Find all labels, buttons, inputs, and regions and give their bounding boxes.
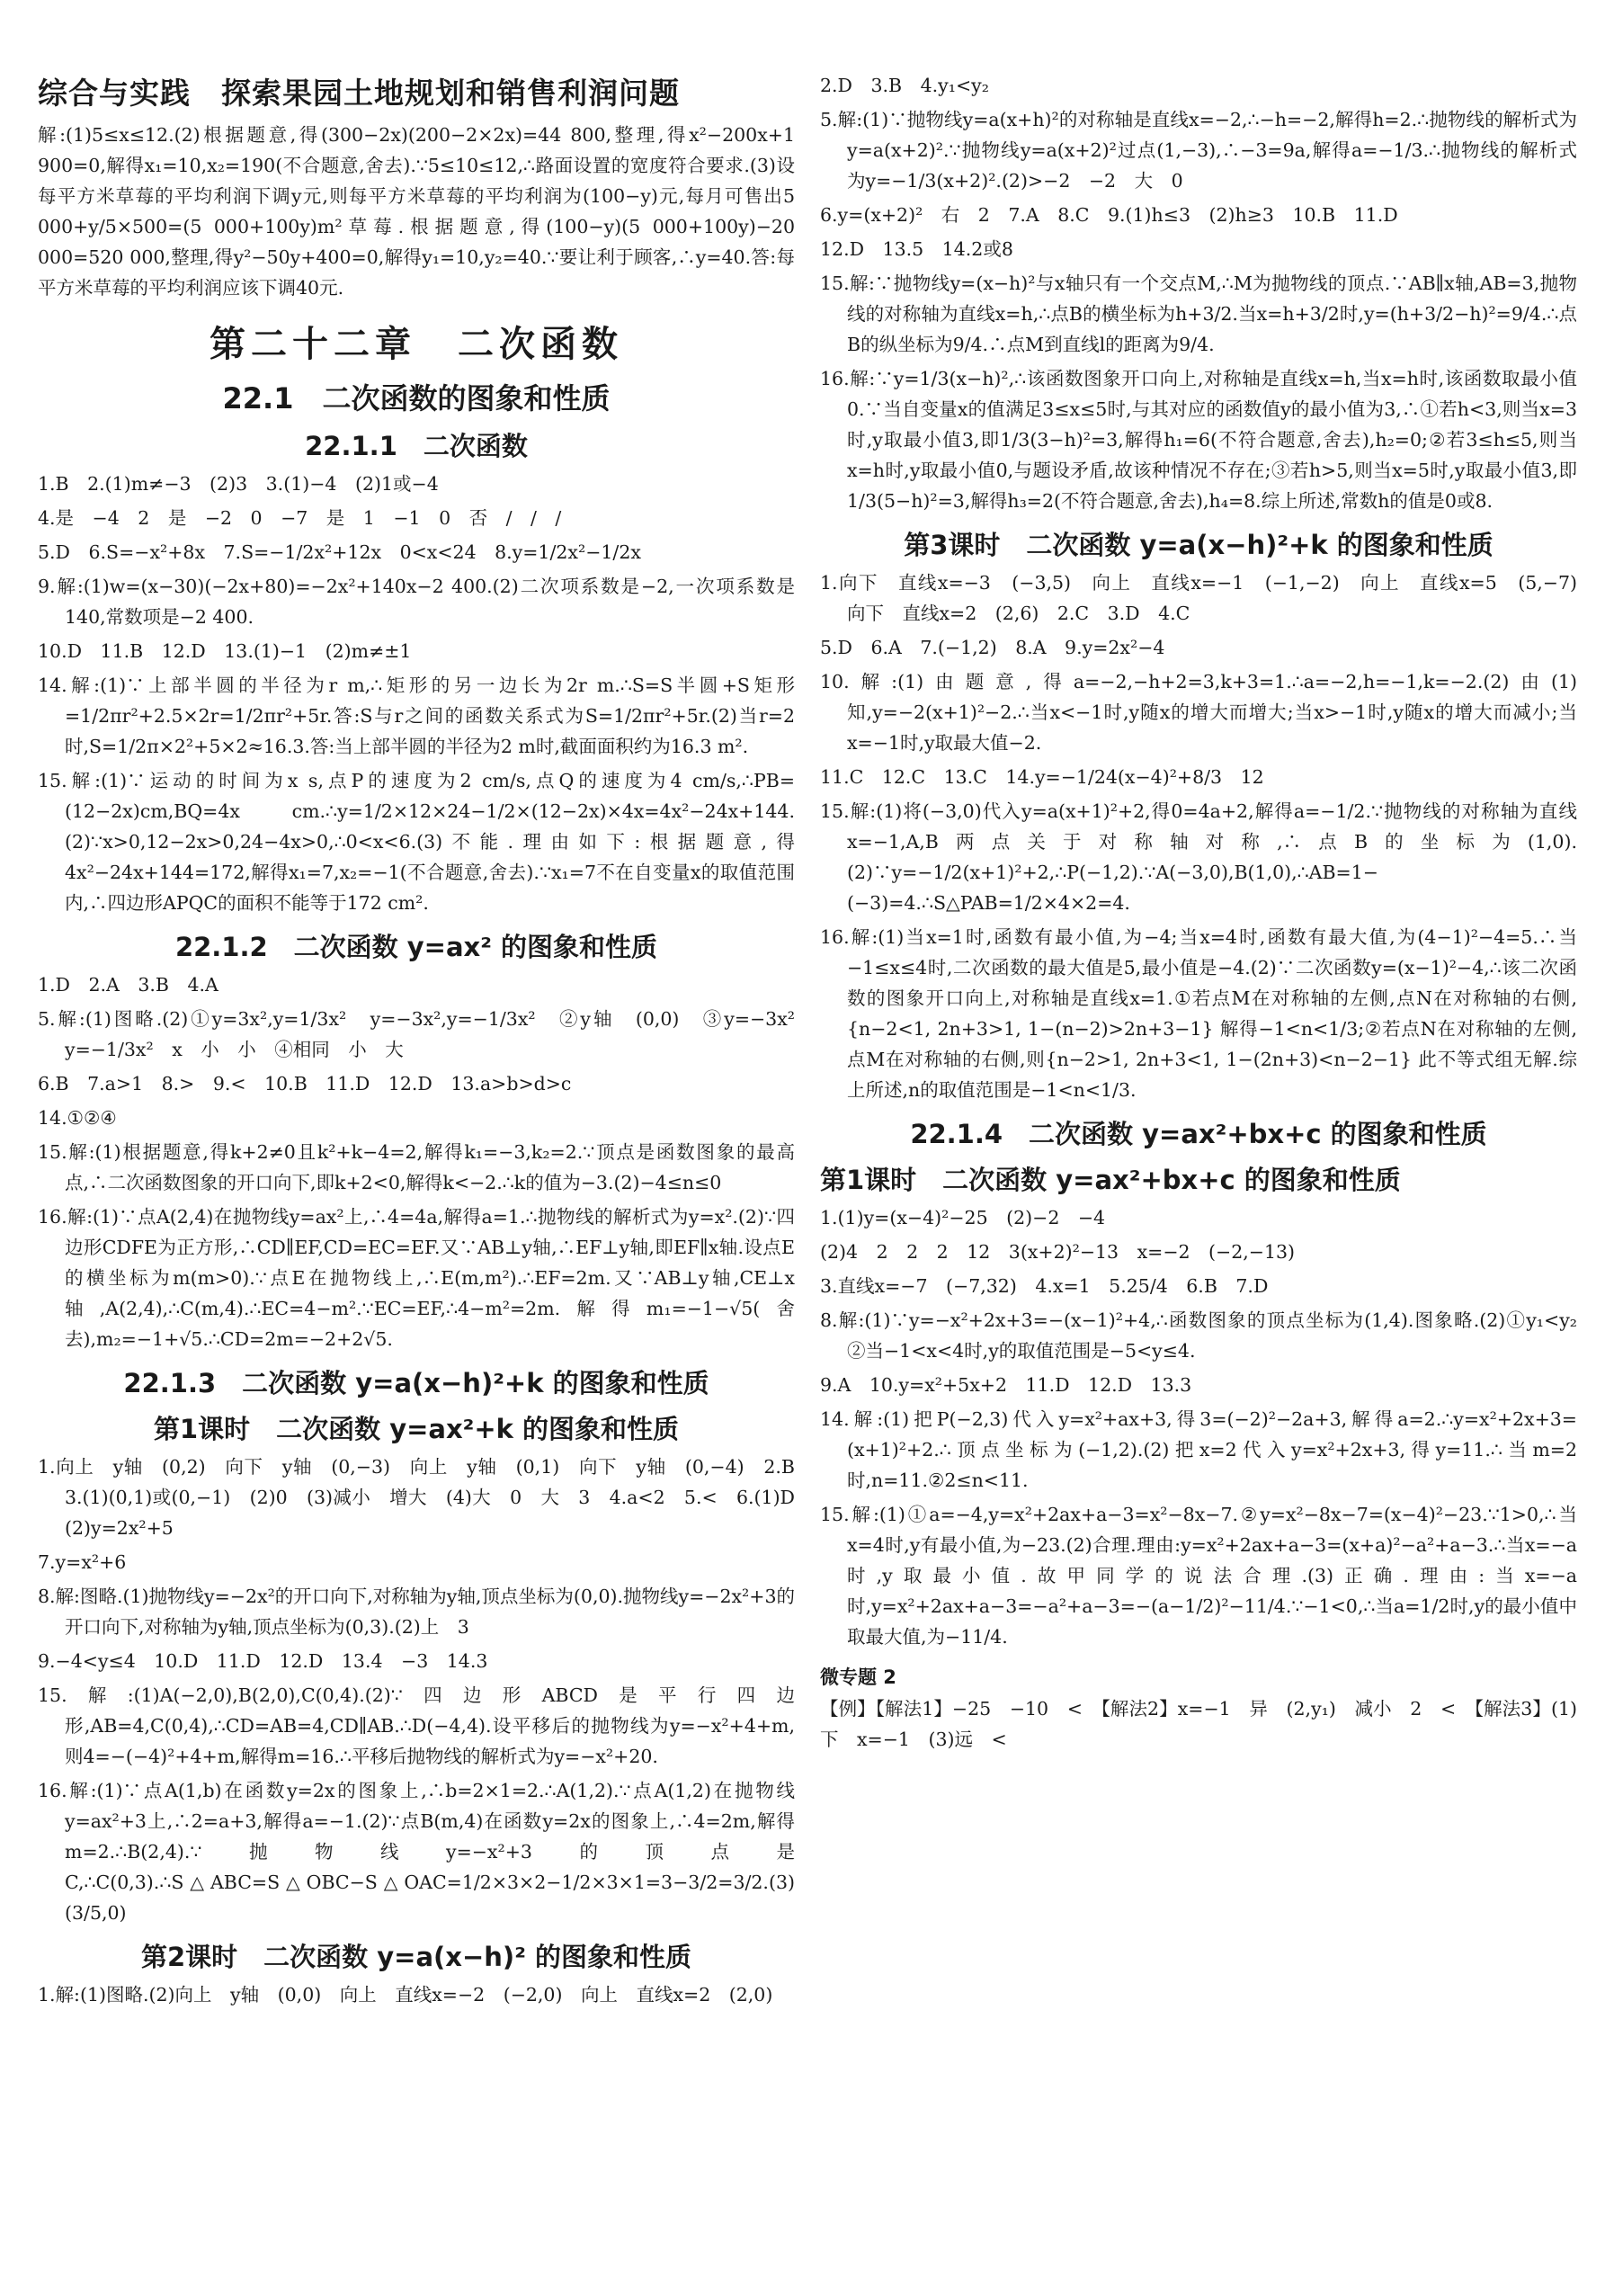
chapter-title: 第二十二章 二次函数 xyxy=(210,324,623,365)
lesson-3-title: 第3课时 二次函数 y=a(x−h)²+k 的图象和性质 xyxy=(904,530,1494,560)
answer-item: 14.解:(1)∵上部半圆的半径为r m,∴矩形的另一边长为2r m.∴S=S半圆+S矩形=1/2πr²+2.5×2r=1/2πr²+5r.答:S与r之间的函数关系式为S=1/2πr²+5r.(2)当r=2时,S=1/2π×2²+5×2≈16.3.答:当上部半圆的半径为2 m时,截面面积约为16.3 m². xyxy=(38,675,795,757)
answers-lesson-1 xyxy=(38,1452,814,1928)
lesson-1-title: 第1课时 二次函数 y=ax²+k 的图象和性质 xyxy=(153,1414,680,1444)
subsection-22-1-1: 22.1.1 二次函数 xyxy=(305,431,528,461)
answer-item: 5.解:(1)图略.(2)①y=3x²,y=1/3x² y=−3x²,y=−1/3x² ②y轴 (0,0) ③y=−3x² y=−1/3x² x 小 小 ④相同 小 大 xyxy=(38,1008,814,1060)
answers-22-1-4 xyxy=(820,1202,1596,1652)
answer-item: 15.解:∵抛物线y=(x−h)²与x轴只有一个交点M,∴M为抛物线的顶点.∵AB∥x轴,AB=3,抛物线的对称轴为直线x=h,∴点B的横坐标为h+3/2.当x=h+3/2时,y=(h+3/2−h)²=9/4.∴点B的纵坐标为9/4.∴点M到直线l的距离为9/4. xyxy=(820,272,1577,355)
answers-lesson-2 xyxy=(38,1979,795,2010)
lesson-4-title: 第1课时 二次函数 y=ax²+bx+c 的图象和性质 xyxy=(820,1165,1401,1195)
answer-item: 16.解:(1)∵点A(1,b)在函数y=2x的图象上,∴b=2×1=2.∴A(1,2).∵点A(1,2)在抛物线y=ax²+3上,∴2=a+3,解得a=−1.(2)∵点B(m,4)在函数y=2x的图象上,∴4=2m,解得m=2.∴B(2,4).∵抛物线y=−x²+3的顶点是C,∴C(0,3).∴S△ABC=S△OBC−S△OAC=1/2×3×2−1/2×3×1=3−3/2=3/2.(3)(3/5,0) xyxy=(38,1780,795,1924)
subsection-22-1-4: 22.1.4 二次函数 y=ax²+bx+c 的图象和性质 xyxy=(910,1119,1487,1149)
answer-item: 5.解:(1)∵抛物线y=a(x+h)²的对称轴是直线x=−2,∴−h=−2,解得h=2.∴抛物线的解析式为y=a(x+2)².∵抛物线y=a(x+2)²过点(1,−3),∴−3=9a,解得a=−1/3.∴抛物线的解析式为y=−1/3(x+2)².(2)>−2 −2 大 0 xyxy=(820,109,1577,192)
answer-item: 15.解:(1)根据题意,得k+2≠0且k²+k−4=2,解得k₁=−3,k₂=2.∵顶点是函数图象的最高点,∴二次函数图象的开口向下,即k+2<0,解得k<−2.∴k的值为−3.(2)−4≤n≤0 xyxy=(38,1141,795,1193)
answer-item: 5.D 6.S=−x²+8x 7.S=−1/2x²+12x 0<x<24 8.y=1/2x²−1/2x xyxy=(38,541,641,563)
answer-item: 15.解:(1)A(−2,0),B(2,0),C(0,4).(2)∵四边形ABCD是平行四边形,AB=4,C(0,4),∴CD=AB=4,CD∥AB.∴D(−4,4).设平移后的抛物线为y=−x²+4+m,则4=−(−4)²+4+m,解得m=16.∴平移后抛物线的解析式为y=−x²+20. xyxy=(38,1684,795,1767)
answer-item: 1.向下 直线x=−3 (−3,5) 向上 直线x=−1 (−1,−2) 向上 直线x=5 (5,−7) 向下 直线x=2 (2,6) 2.C 3.D 4.C xyxy=(820,572,1596,624)
answer-item: 1.B 2.(1)m≠−3 (2)3 3.(1)−4 (2)1或−4 xyxy=(38,473,439,495)
answer-item: 3.直线x=−7 (−7,32) 4.x=1 5.25/4 6.B 7.D xyxy=(820,1275,1269,1297)
answer-item: 14.解:(1)把P(−2,3)代入y=x²+ax+3,得3=(−2)²−2a+3,解得a=2.∴y=x²+2x+3=(x+1)²+2.∴顶点坐标为(−1,2).(2)把x=2代入y=x²+2x+3,得y=11.∴当m=2时,n=11.②2≤n<11. xyxy=(820,1408,1577,1491)
answers-22-1-1 xyxy=(38,469,795,918)
answer-item: 15.解:(1)将(−3,0)代入y=a(x+1)²+2,得0=4a+2,解得a=−1/2.∵抛物线的对称轴为直线x=−1,A,B两点关于对称轴对称,∴点B的坐标为(1,0).(2)∵y=−1/2(x+1)²+2,∴P(−1,2).∵A(−3,0),B(1,0),∴AB=1−(−3)=4.∴S△PAB=1/2×4×2=4. xyxy=(820,800,1577,914)
subsection-22-1-2: 22.1.2 二次函数 y=ax² 的图象和性质 xyxy=(174,932,658,962)
answer-item: 10.D 11.B 12.D 13.(1)−1 (2)m≠±1 xyxy=(38,640,412,662)
answer-item: 15.解:(1)∵运动的时间为x s,点P的速度为2 cm/s,点Q的速度为4 cm/s,∴PB=(12−2x)cm,BQ=4x cm.∴y=1/2×12×24−1/2×(12−2x)×4x=4x²−24x+144.(2)∵x>0,12−2x>0,24−4x>0,∴0<x<6.(3)不能.理由如下:根据题意,得4x²−24x+144=172,解得x₁=7,x₂=−1(不合题意,舍去).∵x₁=7不在自变量x的取值范围内,∴四边形APQC的面积不能等于172 cm². xyxy=(38,770,795,914)
answer-item: 11.C 12.C 13.C 14.y=−1/24(x−4)²+8/3 12 xyxy=(820,766,1264,788)
answer-item: 1.(1)y=(x−4)²−25 (2)−2 −4 xyxy=(820,1207,1106,1228)
answer-item: 1.解:(1)图略.(2)向上 y轴 (0,0) 向上 直线x=−2 (−2,0) 向上 直线x=2 (2,0) xyxy=(38,1984,773,2006)
answer-item: 8.解:图略.(1)抛物线y=−2x²的开口向下,对称轴为y轴,顶点坐标为(0,0).抛物线y=−2x²+3的开口向下,对称轴为y轴,顶点坐标为(0,3).(2)上 3 xyxy=(38,1586,795,1638)
left-column xyxy=(38,70,814,2014)
answer-item: 4.是 −4 2 是 −2 0 −7 是 1 −1 0 否 / / / xyxy=(38,507,562,529)
lesson-2-title: 第2课时 二次函数 y=a(x−h)² 的图象和性质 xyxy=(140,1942,691,1972)
topic-text: 解:(1)5≤x≤12.(2)根据题意,得(300−2x)(200−2×2x)=44 800,整理,得x²−200x+1 900=0,解得x₁=10,x₂=190(不合题意,舍去).∵5≤10≤12,∴路面设置的宽度符合要求.(3)设每平方米草莓的平均利润下调y元,则每平方米草莓的平均利润为(100−y)元,每月可售出5 000+y/5×500=(5 000+100y)m²草莓.根据题意,得(100−y)(5 000+100y)−20 000=520 000,整理,得y²−50y+400=0,解得y₁=10,y₂=40.∵要让利于顾客,∴y=40.答:每平方米草莓的平均利润应该下调40元. xyxy=(38,124,795,299)
answer-item: 14.①②④ xyxy=(38,1107,117,1129)
answer-item: 6.B 7.a>1 8.> 9.< 10.B 11.D 12.D 13.a>b>d>c xyxy=(38,1073,572,1094)
answer-item: 9.−4<y≤4 10.D 11.D 12.D 13.4 −3 14.3 xyxy=(38,1650,488,1672)
answer-item: 7.y=x²+6 xyxy=(38,1551,127,1573)
answer-item: (2)4 2 2 2 12 3(x+2)²−13 x=−2 (−2,−13) xyxy=(820,1241,1296,1263)
subsection-22-1-3: 22.1.3 二次函数 y=a(x−h)²+k 的图象和性质 xyxy=(123,1368,709,1398)
answer-item: 9.A 10.y=x²+5x+2 11.D 12.D 13.3 xyxy=(820,1374,1192,1396)
answer-item: 6.y=(x+2)² 右 2 7.A 8.C 9.(1)h≤3 (2)h≥3 10.B 11.D xyxy=(820,204,1398,226)
micro-topic-text: 【例】【解法1】−25 −10 < 【解法2】x=−1 异 (2,y₁) 减小 2 < 【解法3】(1)下 x=−1 (3)远 < xyxy=(820,1698,1577,1750)
answer-item: 15.解:(1)①a=−4,y=x²+2ax+a−3=x²−8x−7.②y=x²−8x−7=(x−4)²−23.∵1>0,∴当x=4时,y有最小值,为−23.(2)合理.理由:y=x²+2ax+a−3=(x+a)²−a²+a−3.∴当x=−a时,y取最小值.故甲同学的说法合理.(3)正确.理由:当x=−a时,y=x²+2ax+a−3=−a²+a−3=−(a−1/2)²−11/4.∵−1<0,∴当a=1/2时,y的最小值中取最大值,为−11/4. xyxy=(820,1504,1577,1648)
answer-item: 1.向上 y轴 (0,2) 向下 y轴 (0,−3) 向上 y轴 (0,1) 向下 y轴 (0,−4) 2.B 3.(1)(0,1)或(0,−1) (2)0 (3)减小 增大 (4)大 0 大 3 4.a<2 5.< 6.(1)D (2)y=2x²+5 xyxy=(38,1456,814,1539)
answers-lesson-2-continued xyxy=(820,70,1577,516)
answer-item: 16.解:(1)当x=1时,函数有最小值,为−4;当x=4时,函数有最大值,为(4−1)²−4=5.∴当−1≤x≤4时,二次函数的最大值是5,最小值是−4.(2)∵二次函数y=(x−1)²−4,∴该二次函数的图象开口向上,对称轴是直线x=1.①若点M在对称轴的左侧,点N在对称轴的右侧,{n−2<1, 2n+3>1, 1−(n−2)>2n+3−1} 解得−1<n<1/3;②若点N在对称轴的左侧,点M在对称轴的右侧,则{n−2>1, 2n+3<1, 1−(2n+3)<n−2−1} 此不等式组无解.综上所述,n的取值范围是−1<n<1/3. xyxy=(820,926,1577,1101)
topic-title: 综合与实践 探索果园土地规划和销售利润问题 xyxy=(38,76,680,111)
section-title: 22.1 二次函数的图象和性质 xyxy=(222,381,611,415)
answer-item: 2.D 3.B 4.y₁<y₂ xyxy=(820,75,989,96)
answer-item: 16.解:∵y=1/3(x−h)²,∴该函数图象开口向上,对称轴是直线x=h,当x=h时,该函数取最小值0.∵当自变量x的值满足3≤x≤5时,与其对应的函数值y的最小值为3,∴①若h<3,则当x=3时,y取最小值3,即1/3(3−h)²=3,解得h₁=6(不符合题意,舍去),h₂=0;②若3≤h≤5,则当x=h时,y取最小值0,与题设矛盾,故该种情况不存在;③若h>5,则当x=5时,y取最小值3,即1/3(5−h)²=3,解得h₃=2(不符合题意,舍去),h₄=8.综上所述,常数h的值是0或8. xyxy=(820,368,1577,512)
answer-item: 12.D 13.5 14.2或8 xyxy=(820,238,1013,260)
answers-22-1-2 xyxy=(38,969,814,1354)
answer-item: 5.D 6.A 7.(−1,2) 8.A 9.y=2x²−4 xyxy=(820,637,1165,658)
micro-topic-title: 微专题 2 xyxy=(820,1666,896,1688)
answer-item: 1.D 2.A 3.B 4.A xyxy=(38,974,218,996)
answer-item: 10.解:(1)由题意,得a=−2,−h+2=3,k+3=1.∴a=−2,h=−1,k=−2.(2)由(1)知,y=−2(x+1)²−2.∴当x<−1时,y随x的增大而增大;当x>−1时,y随x的增大而减小;当x=−1时,y取最大值−2. xyxy=(820,671,1577,754)
answers-lesson-3 xyxy=(820,567,1596,1105)
answer-item: 8.解:(1)∵y=−x²+2x+3=−(x−1)²+4,∴函数图象的顶点坐标为(1,4).图象略.(2)①y₁<y₂ ②当−1<x<4时,y的取值范围是−5<y≤4. xyxy=(820,1309,1596,1362)
answer-item: 16.解:(1)∵点A(2,4)在抛物线y=ax²上,∴4=4a,解得a=1.∴抛物线的解析式为y=x².(2)∵四边形CDFE为正方形,∴CD∥EF,CD=EC=EF.又∵AB⊥y轴,∴EF⊥y轴,即EF∥x轴.设点E的横坐标为m(m>0).∵点E在抛物线上,∴E(m,m²).∴EF=2m.又∵AB⊥y轴,CE⊥x轴,A(2,4),∴C(m,4).∴EC=4−m².∵EC=EF,∴4−m²=2m.解得m₁=−1−√5(舍去),m₂=−1+√5.∴CD=2m=−2+2√5. xyxy=(38,1206,795,1350)
right-column xyxy=(820,70,1596,1758)
answer-item: 9.解:(1)w=(x−30)(−2x+80)=−2x²+140x−2 400.(2)二次项系数是−2,一次项系数是140,常数项是−2 400. xyxy=(38,576,795,628)
